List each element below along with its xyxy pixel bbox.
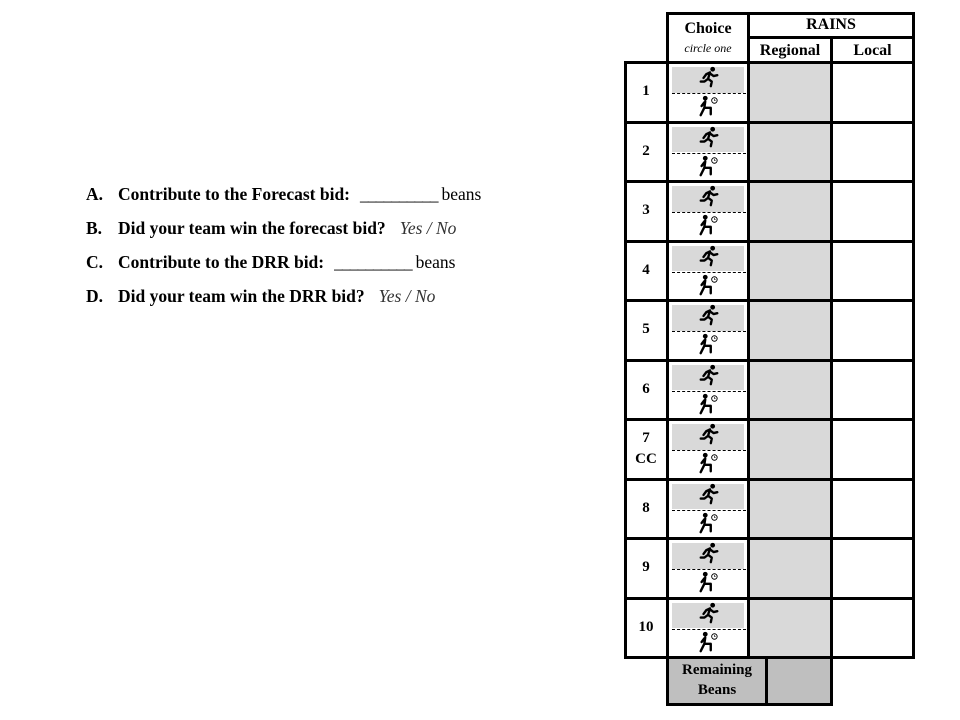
- remaining-beans-label: Remaining Beans: [681, 662, 752, 698]
- running-person-icon[interactable]: [698, 245, 720, 267]
- regional-cell[interactable]: [747, 418, 833, 481]
- row-number: 4: [642, 261, 650, 278]
- seated-person-icon[interactable]: [697, 95, 719, 117]
- seated-person-icon[interactable]: [697, 274, 719, 296]
- seated-person-icon[interactable]: [697, 512, 719, 534]
- seated-person-icon[interactable]: [697, 214, 719, 236]
- seated-person-icon[interactable]: [697, 631, 719, 653]
- question-text: Contribute to the DRR bid:: [118, 252, 325, 272]
- row-number: 1: [642, 83, 650, 99]
- running-person-icon[interactable]: [698, 185, 720, 207]
- seated-person-icon[interactable]: [697, 393, 719, 415]
- row-number: 9: [642, 559, 650, 575]
- question-letter: A.: [86, 184, 104, 204]
- regional-cell[interactable]: [747, 359, 833, 422]
- running-person-icon[interactable]: [698, 304, 720, 326]
- yes-no-answer[interactable]: Yes / No: [399, 218, 457, 238]
- local-cell[interactable]: [830, 180, 915, 243]
- choice-divider: [672, 331, 746, 332]
- regional-cell[interactable]: [747, 299, 833, 362]
- question-list: [86, 184, 481, 320]
- regional-cell[interactable]: [747, 240, 833, 303]
- local-cell[interactable]: [830, 478, 915, 541]
- answer-blank[interactable]: __________: [334, 252, 412, 272]
- seated-person-icon[interactable]: [697, 452, 719, 474]
- row-number: 5: [642, 321, 650, 337]
- row-number: 7 CC: [635, 430, 657, 467]
- local-cell[interactable]: [830, 359, 915, 422]
- regional-cell[interactable]: [747, 537, 833, 600]
- regional-cell[interactable]: [747, 180, 833, 243]
- row-number: 3: [642, 202, 650, 218]
- question-letter: B.: [86, 218, 103, 238]
- local-cell[interactable]: [830, 597, 915, 660]
- question-letter: C.: [86, 252, 104, 272]
- running-person-icon[interactable]: [698, 602, 720, 624]
- local-cell[interactable]: [830, 240, 915, 303]
- remaining-beans-value[interactable]: [765, 656, 833, 706]
- local-cell[interactable]: [830, 121, 915, 184]
- local-cell[interactable]: [830, 418, 915, 481]
- local-cell[interactable]: [830, 299, 915, 362]
- running-person-icon[interactable]: [698, 483, 720, 505]
- rains-header: RAINS: [806, 16, 856, 33]
- choice-subheader: circle one: [684, 41, 732, 55]
- regional-cell[interactable]: [747, 61, 833, 124]
- question-text: Did your team win the forecast bid?: [118, 218, 386, 238]
- regional-cell[interactable]: [747, 478, 833, 541]
- question-a: [86, 184, 481, 218]
- answer-blank[interactable]: __________: [360, 184, 438, 204]
- question-letter: D.: [86, 286, 104, 306]
- row-number: 10: [638, 618, 654, 635]
- local-cell[interactable]: [830, 61, 915, 124]
- question-text: Contribute to the Forecast bid:: [118, 184, 351, 204]
- local-cell[interactable]: [830, 537, 915, 600]
- regional-header: Regional: [759, 42, 821, 59]
- row-number: 6: [642, 380, 650, 397]
- running-person-icon[interactable]: [698, 423, 720, 445]
- regional-cell[interactable]: [747, 597, 833, 660]
- unit-label: beans: [441, 184, 482, 204]
- choice-divider: [672, 212, 746, 213]
- choice-divider: [672, 510, 746, 511]
- question-text: Did your team win the DRR bid?: [118, 286, 365, 306]
- seated-person-icon[interactable]: [697, 155, 719, 177]
- row-number: 2: [642, 142, 650, 159]
- row-number: 8: [642, 499, 650, 516]
- question-c: [86, 252, 481, 286]
- local-header: Local: [853, 42, 892, 59]
- choice-divider: [672, 391, 746, 392]
- choice-divider: [672, 629, 746, 630]
- choice-divider: [672, 569, 746, 570]
- yes-no-answer[interactable]: Yes / No: [378, 286, 436, 306]
- unit-label: beans: [415, 252, 456, 272]
- regional-cell[interactable]: [747, 121, 833, 184]
- running-person-icon[interactable]: [698, 66, 720, 88]
- seated-person-icon[interactable]: [697, 571, 719, 593]
- choice-divider: [672, 272, 746, 273]
- choice-divider: [672, 153, 746, 154]
- running-person-icon[interactable]: [698, 126, 720, 148]
- choice-divider: [672, 93, 746, 94]
- running-person-icon[interactable]: [698, 542, 720, 564]
- choice-header: Choice: [684, 20, 732, 37]
- question-d: [86, 286, 481, 320]
- choice-divider: [672, 450, 746, 451]
- running-person-icon[interactable]: [698, 364, 720, 386]
- seated-person-icon[interactable]: [697, 333, 719, 355]
- question-b: [86, 218, 481, 252]
